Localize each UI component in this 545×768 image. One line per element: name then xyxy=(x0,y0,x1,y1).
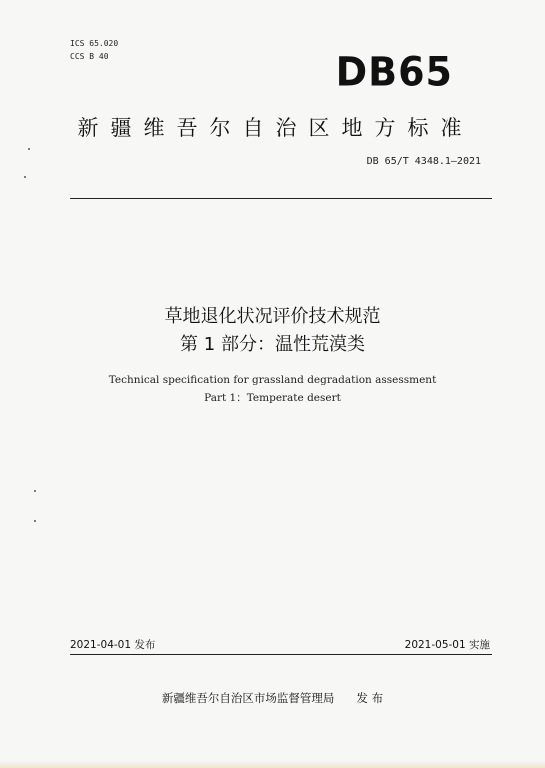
scan-speck xyxy=(34,490,36,492)
title-en-line1: Technical specification for grassland degradation assessment xyxy=(108,374,437,386)
bottom-divider xyxy=(70,654,492,655)
ccs-code: CCS B 40 xyxy=(70,52,109,61)
ics-code: ICS 65.020 xyxy=(70,39,119,48)
publisher-action: 发 布 xyxy=(356,691,384,705)
implement-date: 2021-05-01 实施 xyxy=(404,639,490,651)
scan-speck xyxy=(34,520,36,522)
publisher-line xyxy=(0,690,545,706)
title-zh-line2: 第 1 部分：温性荒漠类 xyxy=(180,334,365,355)
publisher-name: 新疆维吾尔自治区市场监督管理局 xyxy=(161,691,335,705)
scan-edge-stain xyxy=(0,760,545,768)
db65-logo: DB65 xyxy=(335,48,453,96)
standard-number: DB 65/T 4348.1—2021 xyxy=(366,156,481,167)
title-zh-line1: 草地退化状况评价技术规范 xyxy=(164,306,381,327)
publish-date: 2021-04-01 发布 xyxy=(70,639,156,651)
title-en-line2: Part 1：Temperate desert xyxy=(204,392,341,404)
scan-speck xyxy=(28,148,30,150)
top-divider xyxy=(70,198,492,199)
classification-codes xyxy=(70,37,118,63)
issuer-title: 新疆维吾尔自治区地方标准 xyxy=(77,116,474,140)
scan-speck xyxy=(24,176,26,178)
